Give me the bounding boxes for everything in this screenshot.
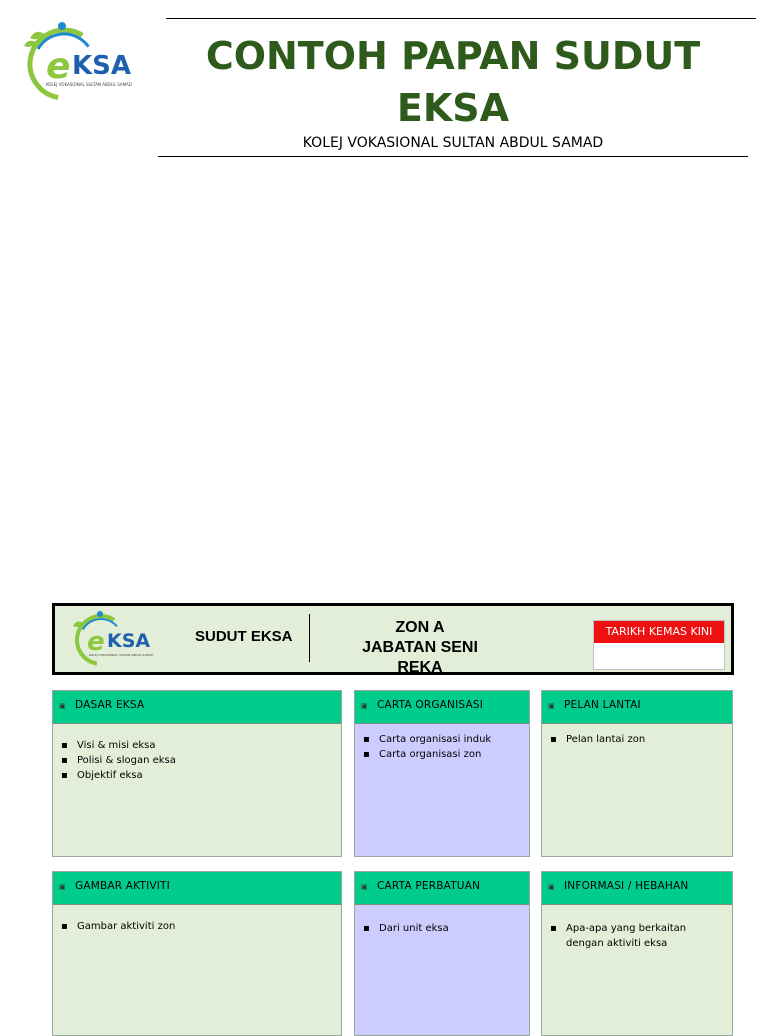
board-divider [309, 614, 310, 662]
panel-body [53, 724, 341, 856]
panel-gambar-aktiviti [52, 871, 342, 1036]
list-item: ▪ Apa-apa yang berkaitan dengan aktiviti eksa [550, 921, 726, 951]
panel-carta-perbatuan [354, 871, 530, 1036]
panel-body [355, 905, 529, 1035]
panel-body [53, 905, 341, 1035]
logo-tagline: KOLEJ VOKASIONAL SULTAN ABDUL SAMAD [46, 82, 132, 87]
page-subtitle: KOLEJ VOKASIONAL SULTAN ABDUL SAMAD [302, 135, 604, 151]
panel-header [355, 691, 529, 724]
panel-carta-organisasi [354, 690, 530, 857]
panel-title: PELAN LANTAI [564, 699, 641, 711]
sudut-eksa-label: SUDUT EKSA [195, 628, 293, 645]
panel-header [542, 691, 732, 724]
panel-pelan-lantai [541, 690, 733, 857]
board-logo-text-ksa: KSA [107, 630, 151, 652]
panel-header [53, 691, 341, 724]
panel-title: GAMBAR AKTIVITI [75, 880, 170, 892]
list-item: ▪ Visi & misi eksa [61, 738, 237, 753]
bottom-rule [158, 156, 748, 157]
panel-header [53, 872, 341, 905]
logo-text-ksa: KSA [72, 51, 131, 81]
list-item: ▪ Carta organisasi zon [363, 747, 539, 762]
tarikh-kemas-kini-label: TARIKH KEMAS KINI [594, 621, 724, 643]
eksa-logo [16, 20, 156, 110]
panel-title: CARTA ORGANISASI [377, 699, 484, 711]
panel-body [355, 724, 529, 856]
board-logo-text-e: e [87, 627, 105, 657]
panel-body [542, 724, 732, 856]
checkbox-icon: ▣ [361, 883, 368, 891]
board-eksa-logo [67, 608, 177, 670]
tarikh-kemas-kini-box [593, 620, 725, 670]
checkbox-icon: ▣ [361, 702, 368, 710]
zone-label: ZON A JABATAN SENI REKA [362, 619, 478, 676]
panel-dasar-eksa [52, 690, 342, 857]
panel-title: DASAR EKSA [75, 699, 145, 711]
list-item: ▪ Pelan lantai zon [550, 732, 726, 747]
panel-title: INFORMASI / HEBAHAN [564, 880, 689, 892]
list-item: ▪ Objektif eksa [61, 768, 237, 783]
page-title: CONTOH PAPAN SUDUT EKSA [205, 34, 701, 130]
sudut-board-banner [52, 603, 734, 675]
panel-header [355, 872, 529, 905]
panel-informasi-hebahan [541, 871, 733, 1036]
checkbox-icon: ▣ [548, 702, 555, 710]
checkbox-icon: ▣ [59, 883, 66, 891]
panel-title: CARTA PERBATUAN [377, 880, 481, 892]
list-item: ▪ Gambar aktiviti zon [61, 919, 237, 934]
top-rule [166, 18, 756, 19]
panel-header [542, 872, 732, 905]
list-item: ▪ Carta organisasi induk [363, 732, 539, 747]
board-logo-tagline: KOLEJ VOKASIONAL SULTAN ABDUL SAMAD [89, 653, 154, 657]
panel-body [542, 905, 732, 1035]
list-item: ▪ Dari unit eksa [363, 921, 539, 936]
checkbox-icon: ▣ [59, 702, 66, 710]
logo-text-e: e [46, 46, 71, 87]
list-item: ▪ Polisi & slogan eksa [61, 753, 237, 768]
checkbox-icon: ▣ [548, 883, 555, 891]
